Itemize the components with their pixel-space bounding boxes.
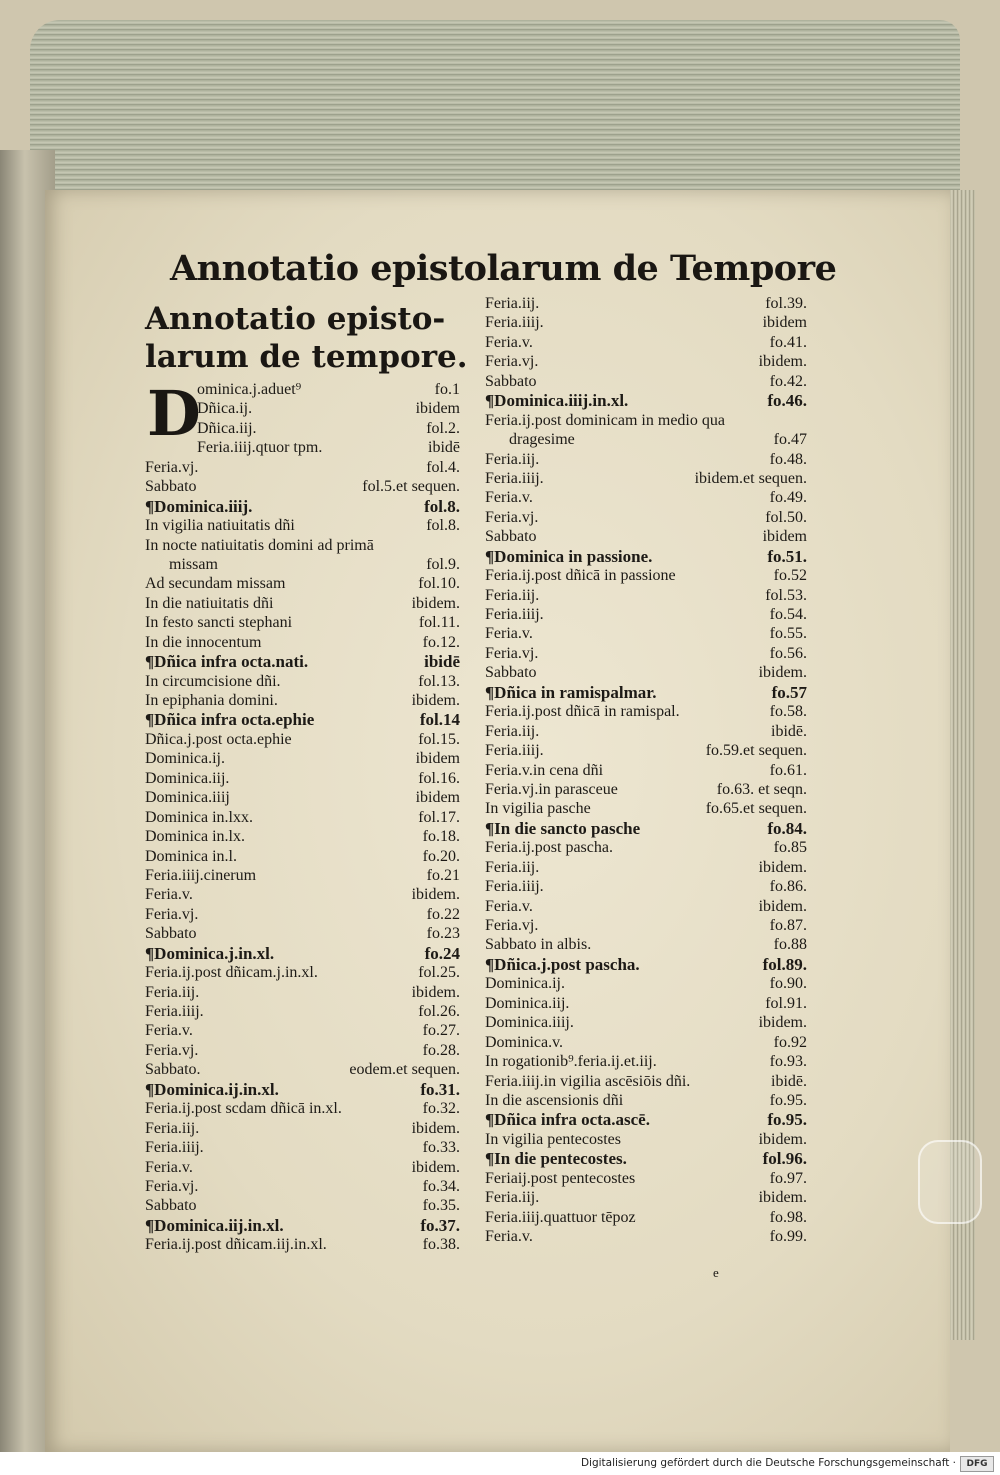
- entry-folio: fo.41.: [769, 333, 807, 351]
- entry-label: In vigilia natiuitatis dñi: [145, 517, 295, 535]
- entry-folio: fol.13.: [418, 672, 460, 690]
- entry-label: Feria.iiij.: [145, 1003, 204, 1020]
- index-entry: [145, 1138, 460, 1157]
- index-entry: [485, 858, 807, 877]
- entry-folio: fo.37.: [420, 1215, 460, 1235]
- entry-folio: fol.16.: [418, 769, 460, 787]
- index-entry: [145, 1002, 460, 1021]
- entry-label: missam: [169, 555, 218, 573]
- section-subtitle: Annotatio episto- larum de tempore.: [145, 301, 468, 375]
- entry-folio: fol.10.: [418, 575, 460, 593]
- index-entry: [145, 691, 460, 710]
- entry-folio: fo.92: [773, 1033, 807, 1051]
- entry-folio: fo.90.: [769, 975, 807, 993]
- index-entry: [485, 974, 807, 993]
- entry-label: Feria.v.: [145, 1022, 193, 1040]
- entry-folio: ibidem.: [411, 692, 460, 709]
- index-entry: [485, 761, 807, 780]
- index-entry: [485, 1149, 807, 1168]
- index-entry: [485, 333, 807, 352]
- entry-label: Feria.vj.: [145, 458, 199, 476]
- index-entry: [485, 605, 807, 624]
- entry-folio: fo.87.: [769, 917, 807, 934]
- entry-folio: ibidem.: [758, 1130, 807, 1148]
- entry-folio: ibidem: [415, 789, 460, 807]
- index-entry: [485, 469, 807, 488]
- entry-folio: eodem.et sequen.: [349, 1061, 460, 1079]
- index-entry: [145, 710, 460, 729]
- entry-label: ¶Dñica.j.post pascha.: [485, 954, 640, 974]
- entry-folio: fol.15.: [418, 730, 460, 748]
- index-entry: [145, 613, 460, 632]
- entry-folio: fo.65.et sequen.: [705, 800, 807, 818]
- entry-folio: ibidem.: [758, 353, 807, 371]
- index-entry: [485, 1013, 807, 1032]
- entry-label: Sabbato: [485, 664, 537, 682]
- entry-label: Feria.iij.: [485, 295, 540, 312]
- entry-folio: ibidē: [424, 652, 460, 672]
- entry-label: Sabbato.: [145, 1061, 201, 1079]
- index-entry: [485, 294, 807, 313]
- entry-label: In epiphania domini.: [145, 692, 278, 709]
- entry-folio: ibidem: [762, 528, 807, 546]
- entry-label: Dominica.iiij: [145, 789, 230, 807]
- entry-label: ¶Dominica.iiij.in.xl.: [485, 391, 629, 411]
- index-entry: [145, 1041, 460, 1060]
- entry-folio: fol.9.: [426, 555, 460, 573]
- entry-label: In die ascensionis dñi: [485, 1091, 624, 1109]
- index-entry: [485, 624, 807, 643]
- entry-label: ¶Dñica infra octa.nati.: [145, 652, 309, 672]
- entry-folio: ibidem.et sequen.: [694, 469, 807, 487]
- entry-label: Sabbato: [145, 925, 197, 943]
- entry-label: Feria.iij.: [485, 450, 540, 468]
- index-entry: [485, 566, 807, 585]
- index-entry: [145, 1119, 460, 1138]
- index-entry: [145, 905, 460, 924]
- entry-folio: ibidem.: [758, 897, 807, 915]
- index-entry: [145, 633, 460, 652]
- entry-folio: ibidem.: [411, 1119, 460, 1137]
- entry-label: Dominica.v.: [485, 1033, 564, 1051]
- entry-label: Feria.vj.: [145, 905, 199, 923]
- entry-label: Feria.iij.: [485, 1189, 540, 1207]
- entry-folio: ibidem.: [758, 858, 807, 876]
- entry-label: Dominica.iij.: [485, 994, 570, 1012]
- entry-folio: fo.99.: [769, 1228, 807, 1245]
- index-entry: [485, 799, 807, 818]
- entry-folio: fo.42.: [769, 372, 807, 390]
- entry-folio: ibidem.: [758, 1189, 807, 1207]
- entry-folio: fol.17.: [418, 808, 460, 826]
- entry-folio: fol.8.: [424, 496, 460, 516]
- entry-folio: fo.85: [773, 839, 807, 857]
- index-entry: [145, 516, 460, 535]
- signature-mark: e: [713, 1265, 719, 1280]
- index-entry: [145, 1235, 460, 1254]
- entry-label: In vigilia pentecostes: [485, 1130, 621, 1148]
- index-entry: [485, 1130, 807, 1149]
- entry-label: Feria.iij.: [145, 1119, 200, 1137]
- index-entry: [145, 885, 460, 904]
- entry-label: Dominica.iij.: [145, 769, 230, 787]
- entry-folio: ibidem: [415, 400, 460, 418]
- entry-label: Feria.iiij.qtuor tpm.: [197, 439, 323, 457]
- entry-folio: fol.53.: [765, 586, 807, 604]
- entry-label: Feria.iiij.: [485, 606, 544, 623]
- index-entry: [485, 663, 807, 682]
- entry-label: In die innocentum: [145, 633, 262, 651]
- index-entry: [485, 352, 807, 371]
- entry-label: Feria.v.: [485, 489, 533, 507]
- dfg-logo: DFG: [960, 1456, 994, 1472]
- entry-label: ¶Dñica in ramispalmar.: [485, 682, 657, 702]
- entry-folio: fo.52: [773, 567, 807, 585]
- entry-label: Feria.iiij.: [485, 314, 544, 332]
- index-entry: [485, 430, 807, 449]
- index-entry: [145, 497, 460, 516]
- entry-label: Feria.vj.: [145, 1041, 199, 1059]
- entry-label: Feria.iiij.: [485, 469, 544, 487]
- index-entry: [145, 380, 460, 399]
- entry-folio: fo.95.: [767, 1110, 807, 1130]
- entry-label: Dñica.iij.: [197, 419, 257, 437]
- index-entry: [485, 916, 807, 935]
- digitization-footer: [0, 1452, 1000, 1475]
- entry-folio: ibidem.: [411, 1158, 460, 1176]
- entry-folio: fo.32.: [422, 1100, 460, 1118]
- entry-label: Dominica.ij.: [485, 975, 565, 993]
- index-entry: [485, 1169, 807, 1188]
- index-entry: [145, 963, 460, 982]
- entry-folio: fo.46.: [767, 391, 807, 411]
- entry-folio: fol.96.: [762, 1149, 807, 1169]
- entry-folio: fol.50.: [765, 508, 807, 526]
- entry-folio: fo.34.: [422, 1177, 460, 1195]
- entry-folio: ibidem.: [758, 664, 807, 682]
- entry-folio: fol.11.: [418, 614, 460, 632]
- index-entry: [485, 819, 807, 838]
- entry-label: ¶Dominica.j.in.xl.: [145, 943, 275, 963]
- entry-label: Dñica.j.post octa.ephie: [145, 730, 292, 748]
- entry-label: ¶In die pentecostes.: [485, 1149, 627, 1169]
- entry-folio: ibidem.: [411, 886, 460, 904]
- entry-label: Feria.vj.in parasceue: [485, 780, 618, 798]
- entry-folio: ibidē.: [771, 722, 807, 740]
- index-entry: [145, 730, 460, 749]
- entry-label: Feria.iij.: [485, 586, 540, 604]
- entry-label: ¶Dominica.iiij.: [145, 496, 253, 516]
- entry-folio: fo.59.et sequen.: [705, 742, 807, 760]
- index-entry: [485, 586, 807, 605]
- entry-label: ¶Dominica in passione.: [485, 546, 653, 566]
- entry-folio: fo.48.: [769, 450, 807, 468]
- entry-folio: fol.2.: [426, 419, 460, 437]
- index-entry: [485, 994, 807, 1013]
- index-entry: [145, 574, 460, 593]
- entry-label: Dominica in.lx.: [145, 828, 245, 846]
- entry-folio: fo.97.: [769, 1169, 807, 1187]
- entry-folio: fol.8.: [426, 517, 460, 535]
- page-title: Annotatio epistolarum de Tempore: [170, 248, 837, 289]
- entry-label: Sabbato: [485, 372, 537, 390]
- entry-label: Feria.iiij.: [485, 742, 544, 760]
- index-entry: [485, 838, 807, 857]
- entry-label: Feria.iij.: [485, 722, 540, 740]
- entry-label: Dominica in.lxx.: [145, 808, 253, 826]
- index-entry: [485, 741, 807, 760]
- entry-folio: fol.89.: [762, 954, 807, 974]
- index-entry: [145, 1196, 460, 1215]
- entry-label: Ad secundam missam: [145, 575, 286, 593]
- index-entry: [145, 594, 460, 613]
- index-entry: [145, 1099, 460, 1118]
- entry-folio: fo.51.: [767, 546, 807, 566]
- entry-folio: fo.1: [434, 381, 460, 398]
- entry-label: Feria.vj.: [145, 1177, 199, 1195]
- index-entry: [145, 1177, 460, 1196]
- book-top-edge: [30, 20, 960, 210]
- index-entry: [485, 527, 807, 546]
- entry-label: Feria.v.: [145, 886, 193, 904]
- index-entry: [485, 644, 807, 663]
- index-entry: [485, 702, 807, 721]
- index-entry: [145, 1216, 460, 1235]
- entry-label: Sabbato in albis.: [485, 936, 592, 954]
- entry-label: Feria.iij.: [485, 858, 540, 876]
- entry-label: Feria.iiij.: [485, 878, 544, 896]
- entry-folio: fo.12.: [422, 633, 460, 651]
- index-entry: [145, 1158, 460, 1177]
- right-column-index: [485, 294, 807, 1246]
- index-entry: [145, 419, 460, 438]
- index-entry: [485, 1208, 807, 1227]
- index-entry: [485, 372, 807, 391]
- index-entry: [145, 438, 460, 457]
- entry-label: Dominica in.l.: [145, 847, 237, 865]
- entry-folio: fol.5.et sequen.: [362, 478, 460, 496]
- entry-label: In vigilia pasche: [485, 800, 591, 818]
- entry-label: Dominica.ij.: [145, 750, 225, 768]
- index-entry: [145, 536, 460, 555]
- entry-label: dragesime: [509, 431, 575, 449]
- index-entry: [485, 877, 807, 896]
- entry-label: In nocte natiuitatis domini ad primā: [145, 536, 374, 554]
- entry-label: Feria.v.: [145, 1158, 193, 1176]
- entry-label: Sabbato: [485, 528, 537, 546]
- entry-folio: fo.21: [426, 866, 460, 884]
- page-clip: [918, 1140, 982, 1224]
- index-entry: [145, 672, 460, 691]
- entry-folio: fo.24: [424, 943, 460, 963]
- entry-label: Dñica.ij.: [197, 400, 253, 418]
- dropcap-initial: D: [147, 377, 201, 450]
- index-entry: [485, 313, 807, 332]
- index-entry: [485, 391, 807, 410]
- entry-label: In rogationib⁹.feria.ij.et.iij.: [485, 1053, 657, 1071]
- entry-label: Dominica.iiij.: [485, 1014, 574, 1032]
- index-entry: [145, 652, 460, 671]
- entry-label: ¶Dñica infra octa.ascē.: [485, 1110, 650, 1130]
- entry-label: In circumcisione dñi.: [145, 672, 281, 690]
- entry-folio: fo.49.: [769, 489, 807, 507]
- entry-folio: fo.31.: [420, 1079, 460, 1099]
- index-entry: [145, 808, 460, 827]
- entry-folio: fo.27.: [422, 1022, 460, 1040]
- index-entry: [485, 722, 807, 741]
- entry-label: ¶Dominica.iij.in.xl.: [145, 1215, 284, 1235]
- entry-folio: fo.47: [773, 431, 807, 449]
- entry-folio: fo.28.: [422, 1041, 460, 1059]
- entry-folio: fo.54.: [769, 606, 807, 623]
- entry-label: ¶Dñica infra octa.ephie: [145, 710, 315, 730]
- entry-label: Feria.vj.: [485, 508, 539, 526]
- left-column-index: [145, 377, 460, 1255]
- index-entry: [145, 788, 460, 807]
- index-entry: [145, 866, 460, 885]
- entry-folio: fo.86.: [769, 878, 807, 896]
- entry-folio: ibidem.: [411, 983, 460, 1001]
- index-entry: [485, 1227, 807, 1246]
- entry-folio: fo.57: [771, 682, 807, 702]
- entry-folio: fo.93.: [769, 1053, 807, 1071]
- entry-folio: fo.58.: [769, 703, 807, 721]
- entry-folio: fo.33.: [422, 1139, 460, 1157]
- entry-folio: fol.14: [419, 710, 460, 730]
- index-entry: [145, 477, 460, 496]
- index-entry: [145, 399, 460, 418]
- entry-label: Sabbato: [145, 1197, 197, 1215]
- entry-folio: fo.56.: [769, 644, 807, 662]
- entry-label: Feriaij.post pentecostes: [485, 1169, 636, 1187]
- entry-label: Feria.ij.post dñicā in ramispal.: [485, 703, 680, 721]
- index-entry: [485, 1091, 807, 1110]
- index-entry: [145, 1080, 460, 1099]
- index-entry: [485, 547, 807, 566]
- entry-label: Feria.ij.post dñicam.j.in.xl.: [145, 964, 318, 982]
- entry-label: ¶In die sancto pasche: [485, 818, 641, 838]
- entry-folio: fo.61.: [769, 761, 807, 779]
- entry-folio: fo.88: [773, 936, 807, 954]
- entry-folio: fo.95.: [769, 1091, 807, 1109]
- index-entry: [485, 1033, 807, 1052]
- entry-label: In die natiuitatis dñi: [145, 594, 274, 612]
- entry-folio: fol.4.: [426, 458, 460, 476]
- entry-folio: ibidē: [428, 439, 460, 457]
- entry-label: Feria.v.: [485, 897, 533, 915]
- entry-folio: fo.98.: [769, 1208, 807, 1226]
- index-entry: [485, 411, 807, 430]
- index-entry: [145, 827, 460, 846]
- entry-folio: fol.91.: [765, 994, 807, 1012]
- index-entry: [485, 935, 807, 954]
- index-entry: [145, 1021, 460, 1040]
- index-entry: [485, 1188, 807, 1207]
- entry-label: Feria.ij.post pascha.: [485, 839, 613, 857]
- entry-folio: fol.39.: [765, 295, 807, 312]
- entry-label: In festo sancti stephani: [145, 614, 293, 632]
- entry-folio: ibidem: [415, 750, 460, 768]
- entry-folio: fo.22: [426, 905, 460, 923]
- entry-label: Sabbato: [145, 478, 197, 496]
- entry-label: Feria.iiij.: [145, 1139, 204, 1157]
- index-entry: [145, 847, 460, 866]
- entry-folio: fol.25.: [418, 964, 460, 982]
- entry-label: Feria.ij.post dñicā in passione: [485, 567, 676, 585]
- entry-label: Feria.vj.: [485, 353, 539, 371]
- entry-folio: ibidem.: [758, 1014, 807, 1032]
- entry-label: ominica.j.aduet⁹: [197, 381, 302, 398]
- index-entry: [485, 1072, 807, 1091]
- index-entry: [485, 450, 807, 469]
- entry-label: Feria.ij.post dominicam in medio qua: [485, 411, 725, 429]
- entry-folio: fo.63. et seqn.: [716, 780, 807, 798]
- index-entry: [485, 488, 807, 507]
- index-entry: [145, 458, 460, 477]
- index-entry: [485, 1052, 807, 1071]
- index-entry: [145, 983, 460, 1002]
- entry-label: Feria.vj.: [485, 917, 539, 934]
- entry-folio: fo.20.: [422, 847, 460, 865]
- entry-folio: fo.23: [426, 925, 460, 943]
- entry-label: Feria.iij.: [145, 983, 200, 1001]
- entry-label: Feria.iiij.cinerum: [145, 866, 257, 884]
- entry-folio: ibidem: [762, 314, 807, 332]
- entry-label: Feria.v.: [485, 333, 533, 351]
- entry-folio: ibidem.: [411, 594, 460, 612]
- index-entry: [145, 1060, 460, 1079]
- footer-credit: Digitalisierung gefördert durch die Deutsche Forschungsgemeinschaft ·: [580, 1457, 956, 1469]
- entry-label: Feria.ij.post scdam dñicā in.xl.: [145, 1100, 342, 1118]
- entry-label: Feria.v.in cena dñi: [485, 761, 604, 779]
- index-entry: [485, 897, 807, 916]
- index-entry: [485, 508, 807, 527]
- index-entry: [485, 780, 807, 799]
- entry-label: Feria.v.: [485, 1228, 533, 1245]
- entry-folio: ibidē.: [771, 1072, 807, 1090]
- entry-folio: fo.38.: [422, 1236, 460, 1254]
- entry-folio: fo.55.: [769, 625, 807, 643]
- index-entry: [145, 769, 460, 788]
- entry-folio: fo.84.: [767, 818, 807, 838]
- entry-label: Feria.iiij.quattuor tēpoz: [485, 1208, 636, 1226]
- entry-folio: fol.26.: [418, 1003, 460, 1020]
- index-entry: [145, 555, 460, 574]
- index-entry: [485, 1110, 807, 1129]
- index-entry: [145, 924, 460, 943]
- entry-label: Feria.iiij.in vigilia ascēsiōis dñi.: [485, 1072, 691, 1090]
- index-entry: [145, 944, 460, 963]
- entry-label: Feria.ij.post dñicam.iij.in.xl.: [145, 1236, 327, 1254]
- entry-label: Feria.v.: [485, 625, 533, 643]
- index-entry: [485, 683, 807, 702]
- index-entry: [145, 749, 460, 768]
- entry-label: Feria.vj.: [485, 644, 539, 662]
- entry-label: ¶Dominica.ij.in.xl.: [145, 1079, 279, 1099]
- entry-folio: fo.18.: [422, 828, 460, 846]
- index-entry: [485, 955, 807, 974]
- entry-folio: fo.35.: [422, 1197, 460, 1215]
